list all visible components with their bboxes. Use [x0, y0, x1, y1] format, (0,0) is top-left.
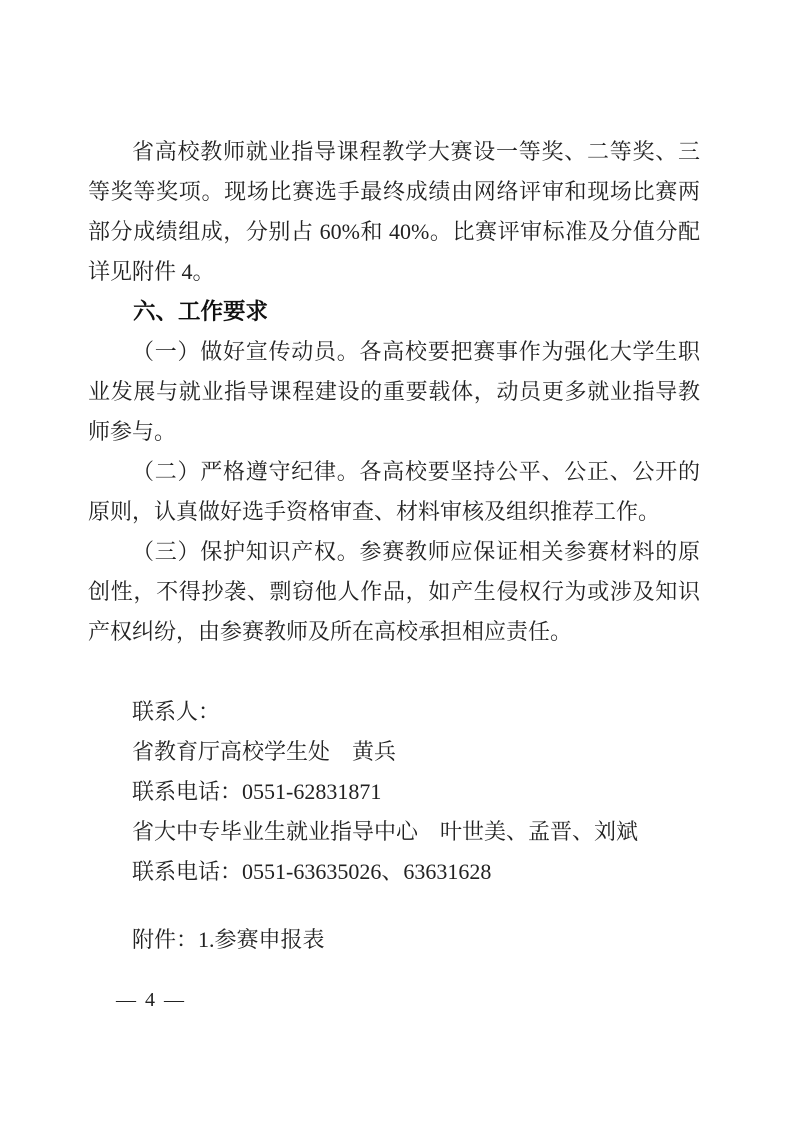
attachment-line: 附件：1.参赛申报表 — [132, 927, 325, 952]
contact-phone-line: 联系电话：0551-62831871 — [132, 779, 382, 804]
intro-paragraph: 省高校教师就业指导课程教学大赛设一等奖、二等奖、三等奖等奖项。现场比赛选手最终成绩由网络评审和现场比赛两部分成绩组成，分别占 60%和 40%。比赛评审标准及分值分配详见附件 4。 — [88, 139, 700, 284]
work-item-2: （二）严格遵守纪律。各高校要坚持公平、公正、公开的原则，认真做好选手资格审查、材料审核及组织推荐工作。 — [88, 459, 700, 524]
page-number: — 4 — — [116, 989, 186, 1011]
contact-phone-line: 联系电话：0551-63635026、63631628 — [132, 859, 492, 884]
section-heading: 六、工作要求 — [133, 299, 269, 324]
contact-label: 联系人： — [132, 699, 221, 724]
contact-person-line: 省教育厅高校学生处 黄兵 — [132, 739, 397, 764]
document-content — [88, 132, 700, 960]
contact-person-line: 省大中专毕业生就业指导中心 叶世美、孟晋、刘斌 — [132, 819, 639, 844]
work-item-3: （三）保护知识产权。参赛教师应保证相关参赛材料的原创性，不得抄袭、剽窃他人作品，如产生侵权行为或涉及知识产权纠纷，由参赛教师及所在高校承担相应责任。 — [88, 539, 700, 644]
contact-block — [88, 692, 700, 892]
work-item-1: （一）做好宣传动员。各高校要把赛事作为强化大学生职业发展与就业指导课程建设的重要载体，动员更多就业指导教师参与。 — [88, 339, 700, 444]
